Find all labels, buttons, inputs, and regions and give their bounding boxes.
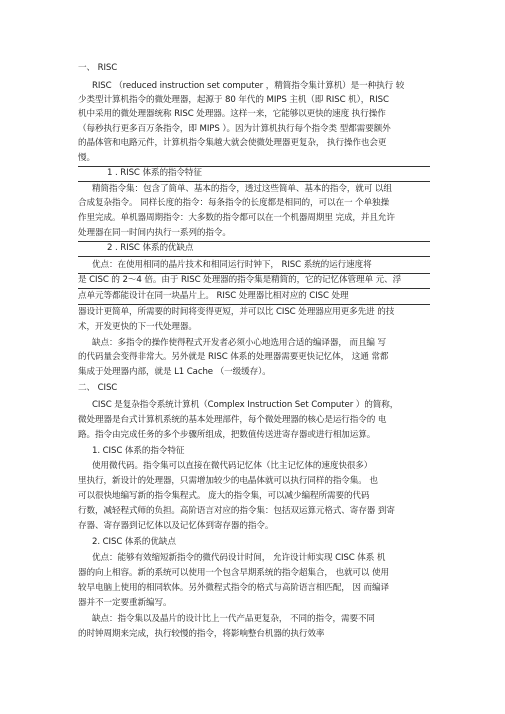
paragraph-line: 处理器在同一时间内执行一系列的指令。 xyxy=(78,228,231,238)
paragraph-line: RISC （reduced instruction set computer ，精简指令集计算机）是一种执行 较 xyxy=(92,81,405,91)
paragraph-line: 作里完成。单机器周期指令：大多数的指令都可以在一个机器周期里 完成，并且允许 xyxy=(78,213,395,223)
paragraph-line: 行数，减轻程式师的负担。高阶语言对应的指令集：包括双运算元格式、寄存器 到寄 xyxy=(78,506,395,516)
subsection-heading-risc-features: 1 . RISC 体系的指令特征 xyxy=(107,168,202,178)
paragraph-line: 优点：在使用相同的晶片技术和相同运行时钟下， RISC 系统的运行速度将 xyxy=(92,260,372,270)
paragraph-line: 慢。 xyxy=(78,153,95,163)
subsection-heading-risc-pros-cons: 2 . RISC 体系的优缺点 xyxy=(107,243,194,253)
underline-rule xyxy=(78,288,430,289)
paragraph-line: 的时钟周期来完成，执行较慢的指令，将影响整台机器的执行效率 xyxy=(78,629,325,639)
paragraph-line: 微处理器是台式计算机系统的基本处理部件，每个微处理器的核心是运行指令的 电 xyxy=(78,415,387,425)
paragraph-line: 的晶体管和电路元件，计算机指令集越大就会使微处理器更复杂， 执行操作也会更 xyxy=(78,138,387,148)
paragraph-line: 的代码量会变得非常大。另外就是 RISC 体系的处理器需要更快记忆体， 这通 常都 xyxy=(78,352,389,362)
paragraph-line: 是 CISC 的 2～4 倍。由于 RISC 处理器的指令集是精简的，它的记忆体管理单 元、浮 xyxy=(78,275,402,285)
paragraph-line: 缺点：多指令的操作使得程式开发者必须小心地选用合适的编译器， 而且编 写 xyxy=(92,338,387,348)
paragraph-line: 器并不一定要重新编写。 xyxy=(78,598,172,608)
underline-rule xyxy=(78,256,430,257)
paragraph-line: 少类型计算机指令的微处理器，起源于 80 年代的 MIPS 主机（即 RISC 机），RISC xyxy=(78,95,389,105)
paragraph-line: 合成复杂指令。 同样长度的指令：每条指令的长度都是相同的，可以在一 个单独操 xyxy=(78,198,390,208)
paragraph-line: 精简指令集：包含了简单、基本的指令，透过这些简单、基本的指令，就可 以组 xyxy=(92,184,392,194)
underline-rule xyxy=(78,181,430,182)
subsection-heading-cisc-pros-cons: 2. CISC 体系的优缺点 xyxy=(92,537,176,547)
paragraph-line: 较早电脑上使用的相同软体。另外微程式指令的格式与高阶语言相匹配， 因 而编译 xyxy=(78,583,390,593)
paragraph-line: 优点：能够有效缩短新指令的微代码设计时间， 允许设计师实现 CISC 体系 机 xyxy=(92,553,386,563)
paragraph-line: 器设计更简单，所需要的时间将变得更短，并可以比 CISC 处理器应用更多先进 的技 xyxy=(78,307,395,317)
paragraph-line: 术，开发更快的下一代处理器。 xyxy=(78,322,197,332)
paragraph-line: CISC 是复杂指令系统计算机（Complex Instruction Set Computer ）的简称， xyxy=(92,400,399,410)
paragraph-line: 使用微代码。指令集可以直接在微代码记忆体（比主记忆体的速度快很多） xyxy=(92,461,373,471)
paragraph-line: 机中采用的微处理器统称 RISC 处理器。这样一来，它能够以更快的速度 执行操作 xyxy=(78,109,386,119)
paragraph-line: 缺点：指令集以及晶片的设计比上一代产品更复杂， 不同的指令，需要不同 xyxy=(92,614,375,624)
paragraph-line: 路。指令由完成任务的多个步骤所组成，把数值传送进寄存器或进行相加运算。 xyxy=(78,430,376,440)
paragraph-line: 存器、寄存器到记忆体以及记忆体到寄存器的指令。 xyxy=(78,521,274,531)
underline-rule xyxy=(78,304,430,305)
subsection-heading-cisc-features: 1. CISC 体系的指令特征 xyxy=(92,446,185,456)
paragraph-line: 集成于处理器内部，就是 L1 Cache （一级缓存）。 xyxy=(78,367,271,377)
paragraph-line: （每秒执行更多百万条指令，即 MIPS ）。因为计算机执行每个指令类 型都需要额外 xyxy=(78,124,391,134)
paragraph-line: 里执行，新设计的处理器，只需增加较少的电晶体就可以执行同样的指令集。 也 xyxy=(78,476,378,486)
paragraph-line: 器的向上相容。新的系统可以使用一个包含早期系统的指令超集合， 也就可以 使用 xyxy=(78,568,390,578)
section-heading-risc: 一、 RISC xyxy=(78,63,118,73)
paragraph-line: 可以很快地编写新的指令集程式。 庞大的指令集，可以减少编程所需要的代码 xyxy=(78,491,370,501)
paragraph-line: 点单元等都能设计在同一块晶片上。 RISC 处理器比相对应的 CISC 处理 xyxy=(78,291,349,301)
section-heading-cisc: 二、 CISC xyxy=(78,383,118,393)
